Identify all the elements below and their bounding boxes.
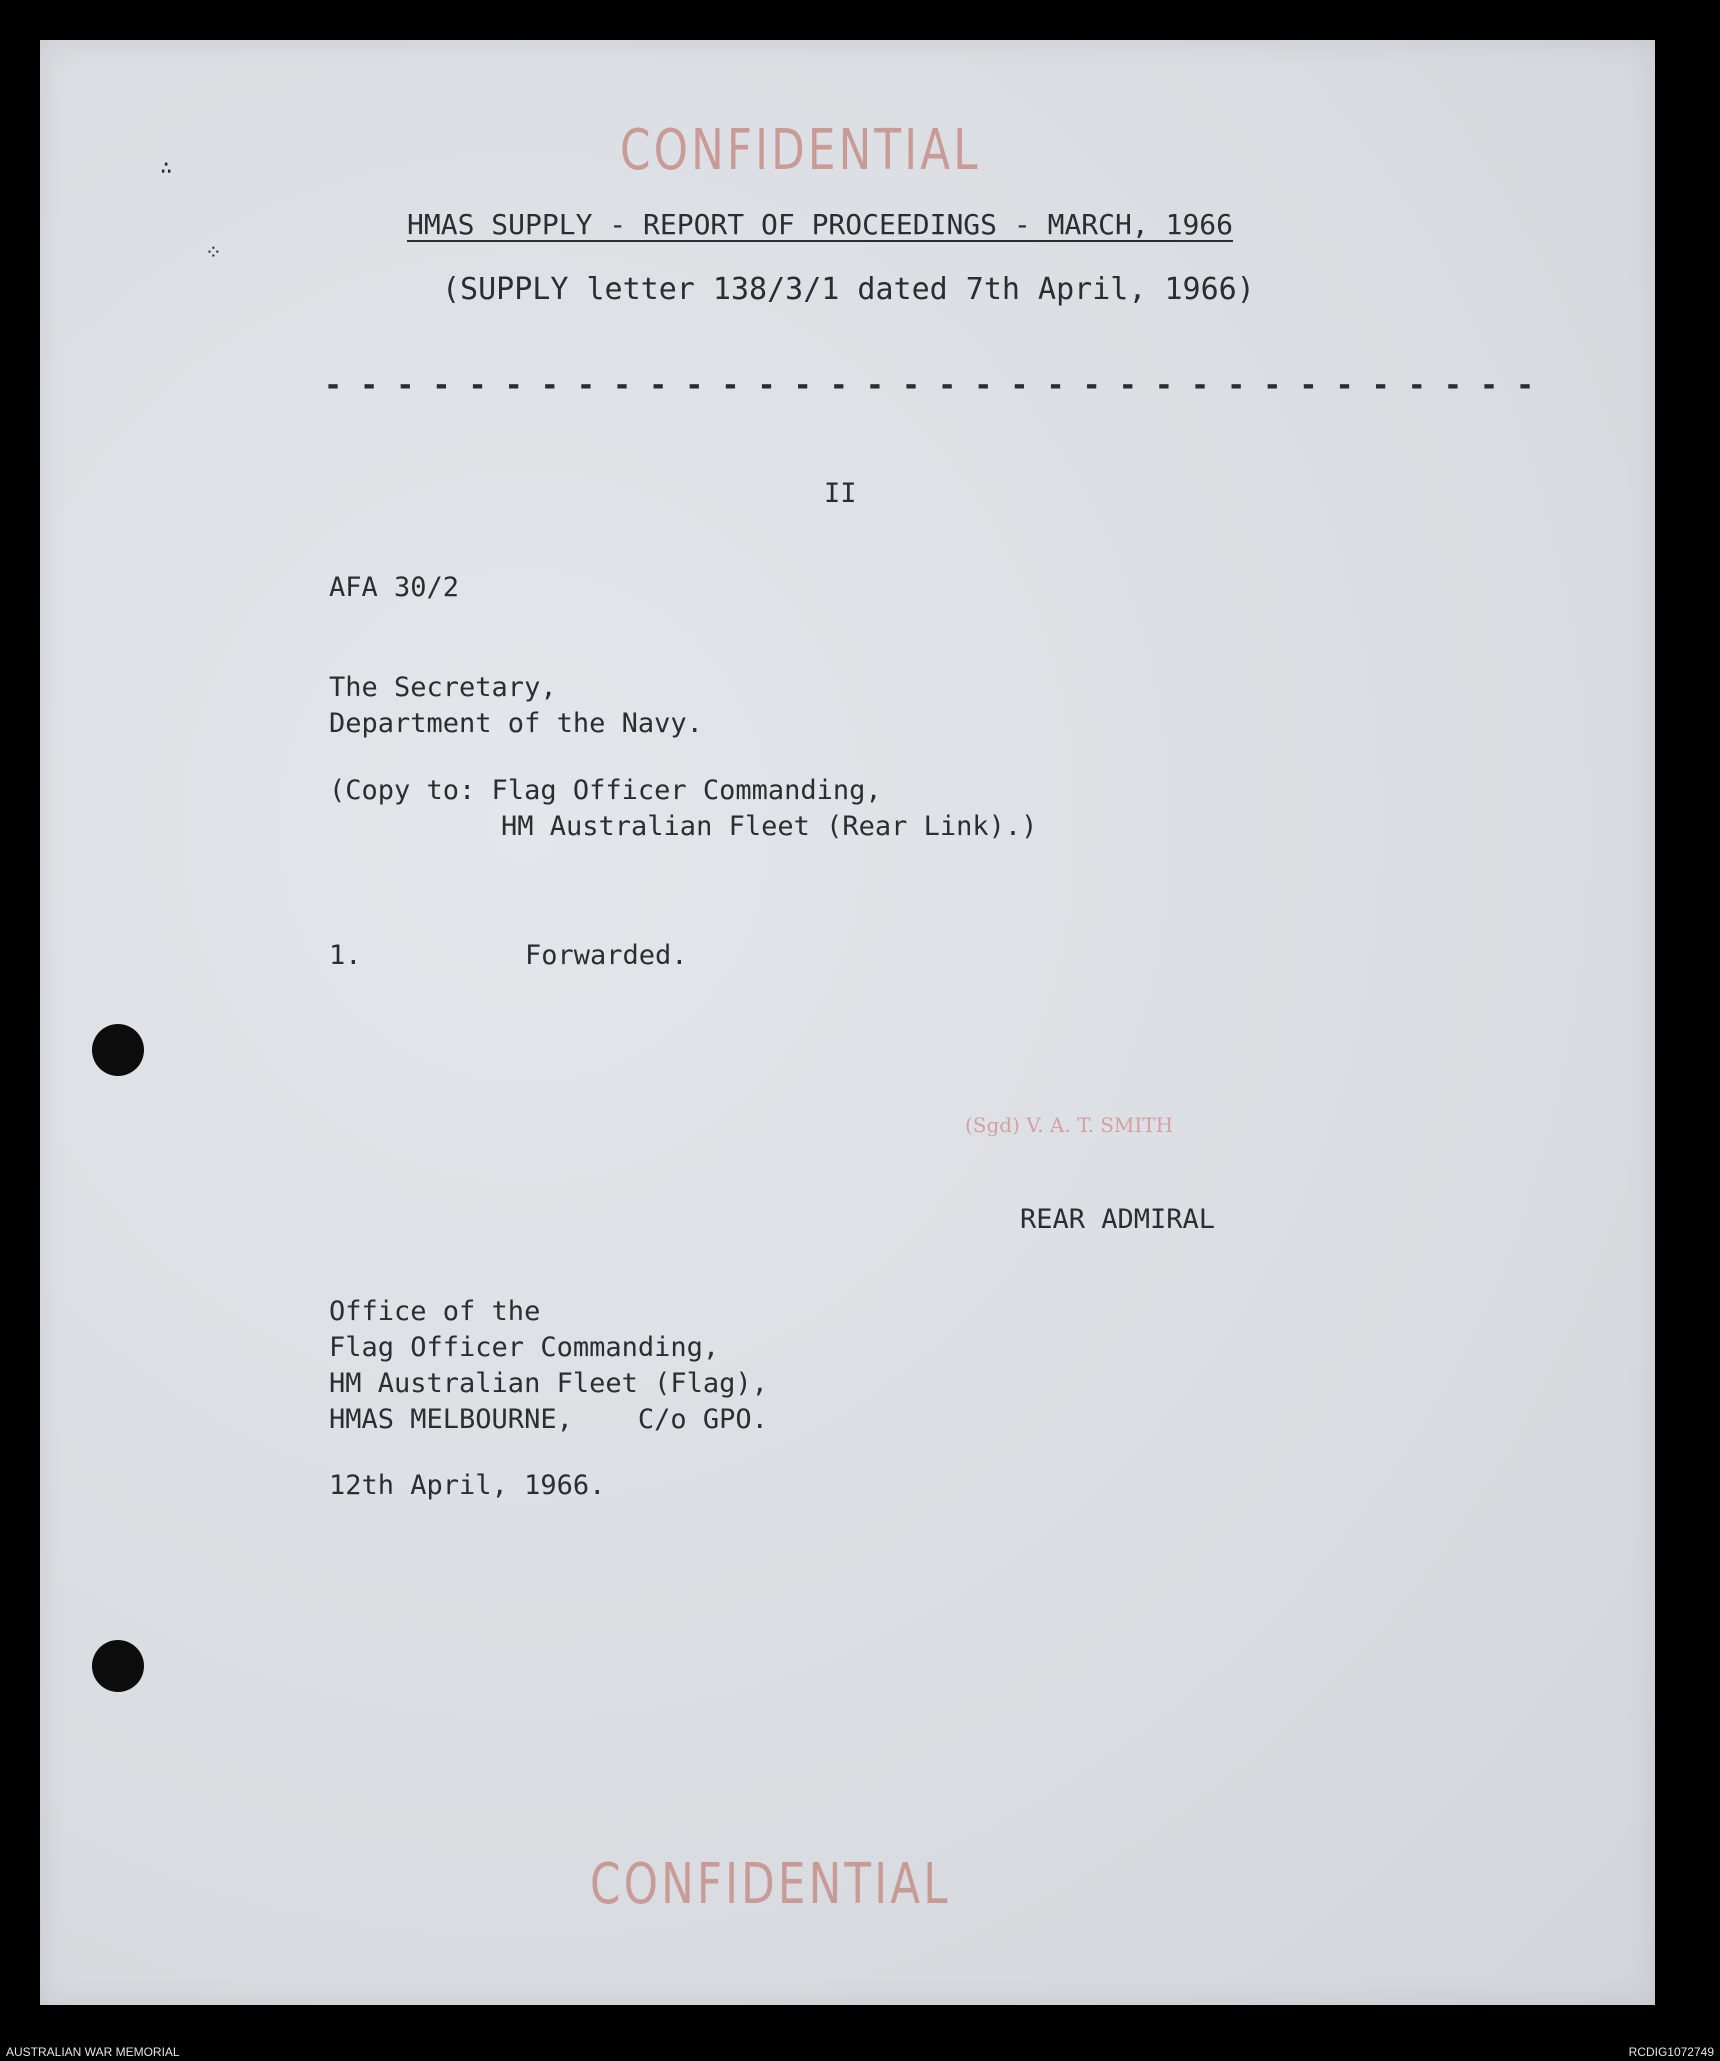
confidential-stamp-bottom: CONFIDENTIAL: [590, 1852, 951, 1917]
copy-to-line: HM Australian Fleet (Rear Link).): [501, 811, 1038, 842]
paragraph-text: Forwarded.: [525, 940, 688, 971]
paragraph-number: 1.: [329, 940, 362, 971]
signature: (Sgd) V. A. T. SMITH: [965, 1113, 1174, 1137]
document-subtitle: (SUPPLY letter 138/3/1 dated 7th April, 1966): [442, 272, 1255, 307]
office-line: HMAS MELBOURNE, C/o GPO.: [329, 1404, 768, 1435]
section-number: II: [824, 478, 857, 509]
dashed-divider: - - - - - - - - - - - - - - - - - - - - - - - - - - - - - - - - - -: [324, 368, 1535, 403]
punch-hole: [92, 1024, 144, 1076]
addressee-line: The Secretary,: [329, 672, 557, 703]
document-page: [40, 40, 1655, 2005]
document-title: HMAS SUPPLY - REPORT OF PROCEEDINGS - MARCH, 1966: [407, 208, 1234, 241]
document-date: 12th April, 1966.: [329, 1470, 606, 1501]
signatory-rank: REAR ADMIRAL: [1020, 1204, 1216, 1235]
reference-number: AFA 30/2: [329, 572, 460, 603]
footer-source: AUSTRALIAN WAR MEMORIAL: [6, 2045, 180, 2059]
footer-id: RCDIG1072749: [1628, 2045, 1714, 2059]
punch-hole: [92, 1640, 144, 1692]
office-line: HM Australian Fleet (Flag),: [329, 1368, 768, 1399]
paper-mark: ∴: [160, 155, 173, 179]
office-line: Office of the: [329, 1296, 541, 1327]
confidential-stamp-top: CONFIDENTIAL: [620, 118, 981, 183]
copy-to-line: (Copy to: Flag Officer Commanding,: [329, 775, 882, 806]
addressee-line: Department of the Navy.: [329, 708, 703, 739]
paper-mark: ⁘: [205, 240, 222, 264]
office-line: Flag Officer Commanding,: [329, 1332, 720, 1363]
